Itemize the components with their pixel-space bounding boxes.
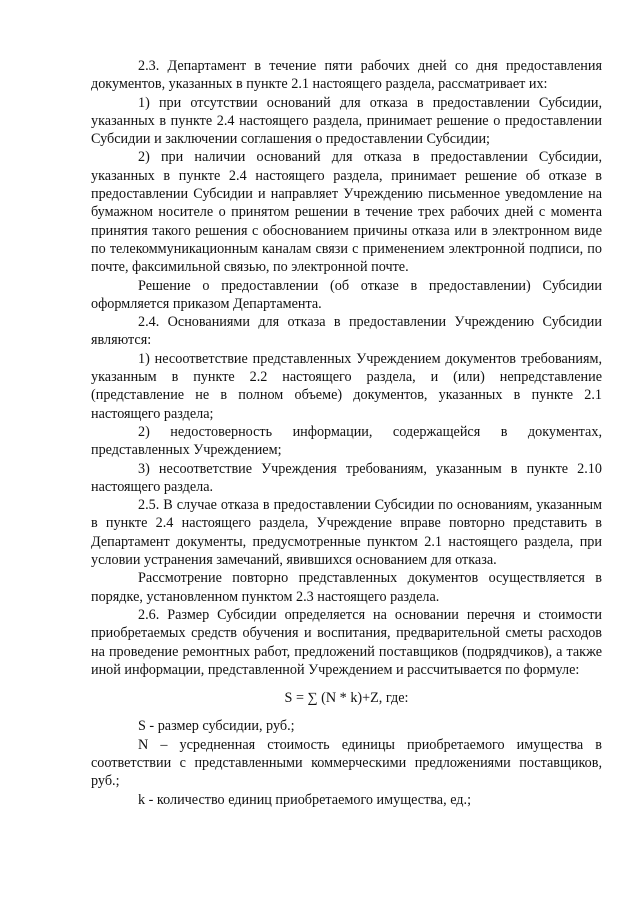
- paragraph-2-3-item-1: 1) при отсутствии оснований для отказа в предоставлении Субсидии, указанных в пункте 2.4 настоящего раздела, принимает решение о предоставлении Субсидии и заключении соглашения о предоставлении Субсидии;: [91, 94, 602, 148]
- formula-definition-s: S - размер субсидии, руб.;: [138, 718, 295, 735]
- paragraph-2-4-item-2: 2) недостоверность информации, содержащейся в документах, представленных Учреждением;: [91, 423, 602, 459]
- paragraph-2-4-item-3: 3) несоответствие Учреждения требованиям, указанным в пункте 2.10 настоящего раздела.: [91, 460, 602, 495]
- paragraph-resubmission: Рассмотрение повторно представленных документов осуществляется в порядке, установленном пунктом 2.3 настоящего раздела.: [91, 570, 602, 605]
- document-page: [91, 57, 602, 809]
- paragraph-2-5: 2.5. В случае отказа в предоставлении Субсидии по основаниям, указанным в пункте 2.4 настоящего раздела, Учреждение вправе повторно представить в Департамент документы, предусмотренные пунктом 2.1 настоящего раздела, при условии устранения замечаний, явившихся основанием для отказа.: [91, 497, 602, 569]
- paragraph-decision: Решение о предоставлении (об отказе в предоставлении) Субсидии оформляется приказом Департамента.: [91, 277, 602, 312]
- paragraph-2-4-item-1: 1) несоответствие представленных Учреждением документов требованиям, указанным в пункте 2.2 настоящего раздела, и (или) непредставление (представление не в полном объеме) документов, указанных в пункте 2.1 настоящего раздела;: [91, 350, 602, 422]
- paragraph-2-6: 2.6. Размер Субсидии определяется на основании перечня и стоимости приобретаемых средств обучения и воспитания, предварительной сметы расходов на проведение ремонтных работ, предложений поставщиков (подрядчиков), а также иной информации, представленной Учреждением и рассчитывается по формуле:: [91, 606, 602, 678]
- formula-definition-n: N – усредненная стоимость единицы приобретаемого имущества в соответствии с представленными коммерческими предложениями поставщиков, руб.;: [91, 736, 602, 790]
- subsidy-formula: S = ∑ (N * k)+Z, где:: [284, 690, 409, 707]
- paragraph-2-4: 2.4. Основаниями для отказа в предоставлении Учреждению Субсидии являются:: [91, 314, 602, 349]
- paragraph-2-3: 2.3. Департамент в течение пяти рабочих дней со дня предоставления документов, указанных в пункте 2.1 настоящего раздела, рассматривает их:: [91, 58, 602, 93]
- paragraph-2-3-item-2: 2) при наличии оснований для отказа в предоставлении Субсидии, указанных в пункте 2.4 настоящего раздела, принимает решение об отказе в предоставлении Субсидии и направляет Учреждению письменное уведомление на бумажном носителе о принятом решении в течение трех рабочих дней с момента принятия такого решения с обоснованием причины отказа или в электронном виде по телекоммуникационным каналам связи с применением электронной подписи, по почте, факсимильной связью, по электронной почте.: [91, 149, 602, 276]
- formula-definition-k: k - количество единиц приобретаемого имущества, ед.;: [138, 791, 472, 808]
